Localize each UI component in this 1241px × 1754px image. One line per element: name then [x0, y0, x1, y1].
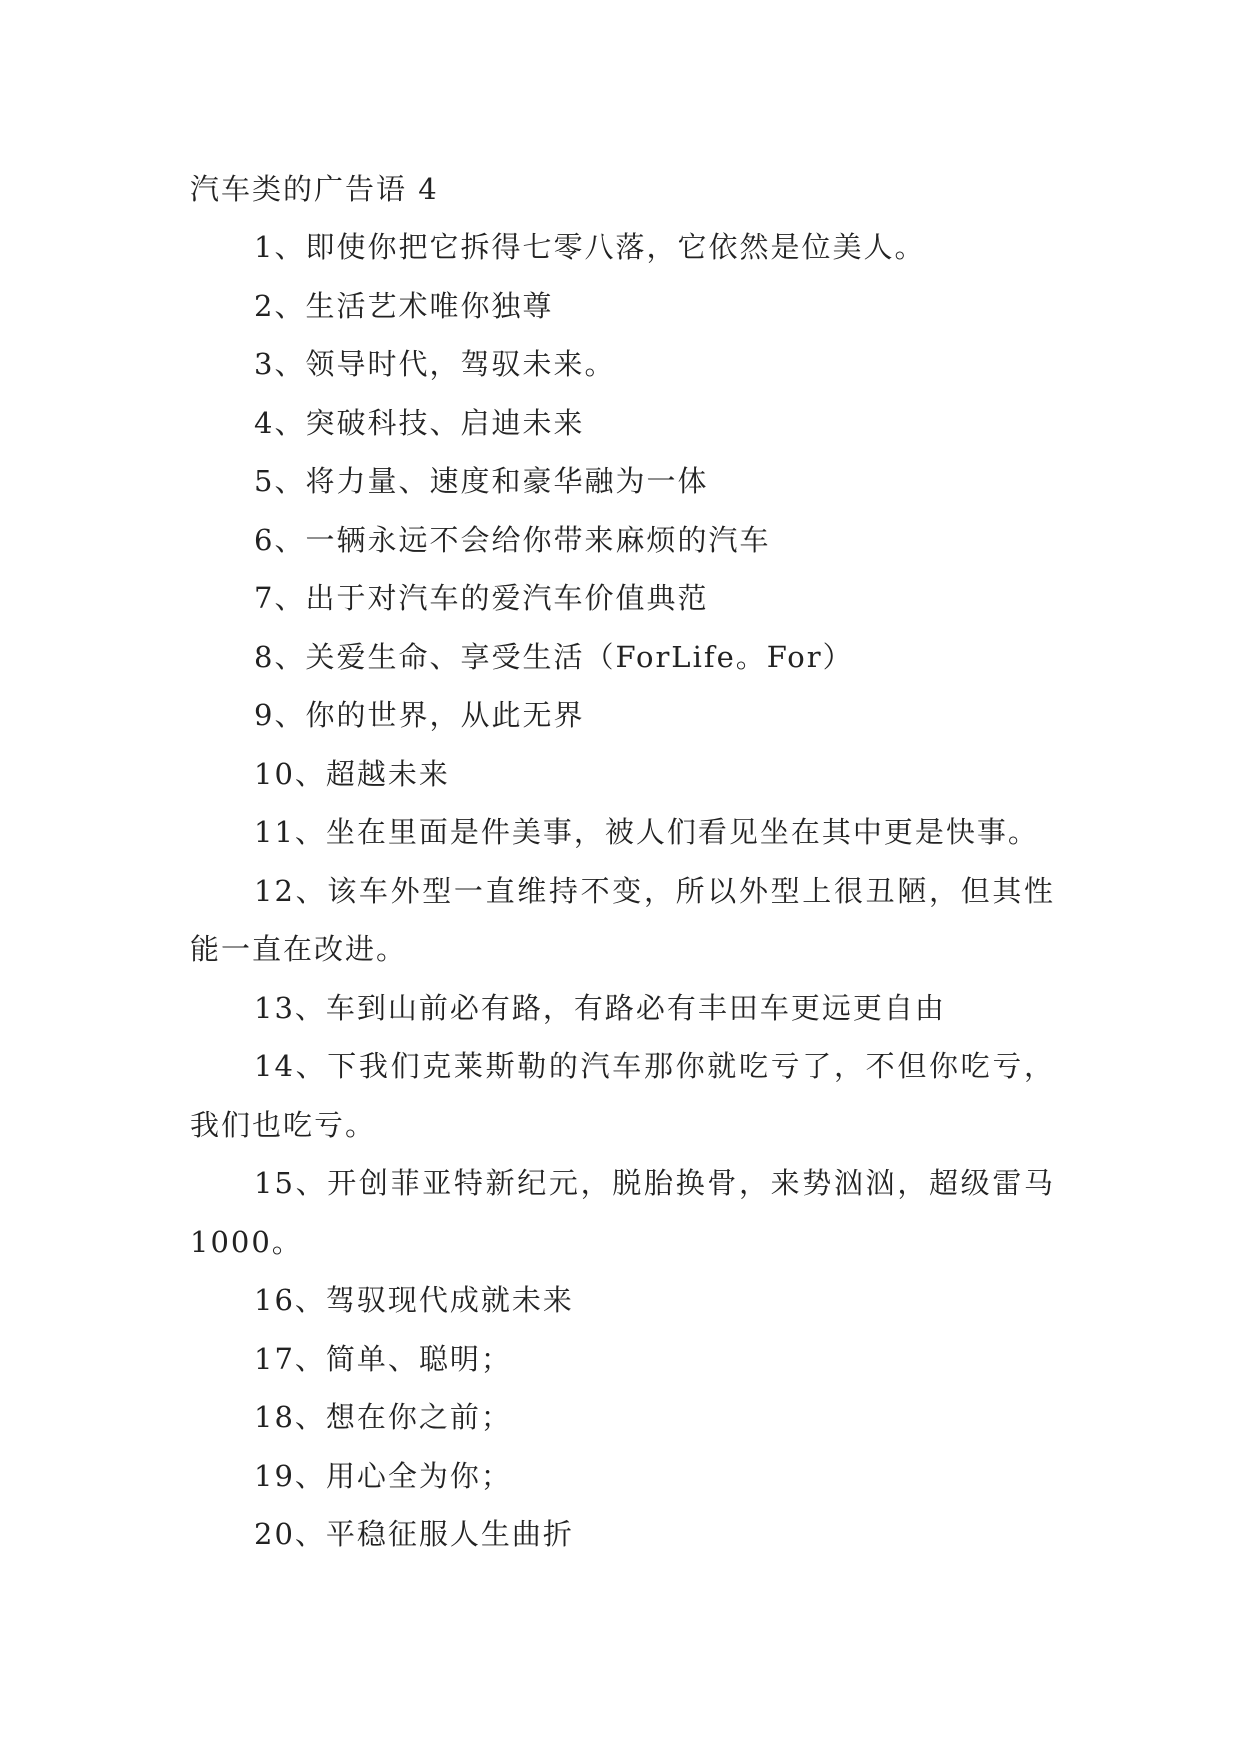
slogan-item-8: 8、关爱生命、享受生活（ForLife。For）: [254, 639, 854, 674]
slogan-item-1: 1、即使你把它拆得七零八落，它依然是位美人。: [254, 230, 926, 264]
slogan-item-16: 16、驾驭现代成就未来: [254, 1283, 574, 1317]
slogan-item-10: 10、超越未来: [254, 756, 450, 791]
slogan-item-3: 3、领导时代，驾驭未来。: [254, 347, 616, 381]
slogan-item-6: 6、一辆永远不会给你带来麻烦的汽车: [254, 522, 771, 557]
slogan-item-20: 20、平稳征服人生曲折: [254, 1517, 574, 1551]
slogan-item-9: 9、你的世界，从此无界: [254, 698, 585, 732]
slogan-item-2: 2、生活艺术唯你独尊: [254, 288, 554, 323]
slogan-item-13: 13、车到山前必有路，有路必有丰田车更远更自由: [254, 990, 946, 1025]
document-body: [190, 160, 1055, 1564]
slogan-item-19: 19、用心全为你；: [254, 1458, 512, 1493]
slogan-item-17: 17、简单、聪明；: [254, 1341, 512, 1376]
slogan-item-15: 15、开创菲亚特新纪元，脱胎换骨，来势汹汹，超级雷马 1000。: [190, 1166, 1055, 1259]
slogan-item-14: 14、下我们克莱斯勒的汽车那你就吃亏了，不但你吃亏，我们也吃亏。: [190, 1049, 1055, 1142]
slogan-item-7: 7、出于对汽车的爱汽车价值典范: [254, 581, 709, 615]
slogan-item-12: 12、该车外型一直维持不变，所以外型上很丑陋，但其性能一直在改进。: [190, 873, 1055, 966]
slogan-item-4: 4、突破科技、启迪未来: [254, 405, 585, 440]
document-title: 汽车类的广告语 4: [190, 172, 439, 206]
slogan-item-11: 11、坐在里面是件美事，被人们看见坐在其中更是快事。: [254, 815, 1039, 849]
slogan-item-5: 5、将力量、速度和豪华融为一体: [254, 464, 709, 498]
slogan-item-18: 18、想在你之前；: [254, 1400, 512, 1434]
